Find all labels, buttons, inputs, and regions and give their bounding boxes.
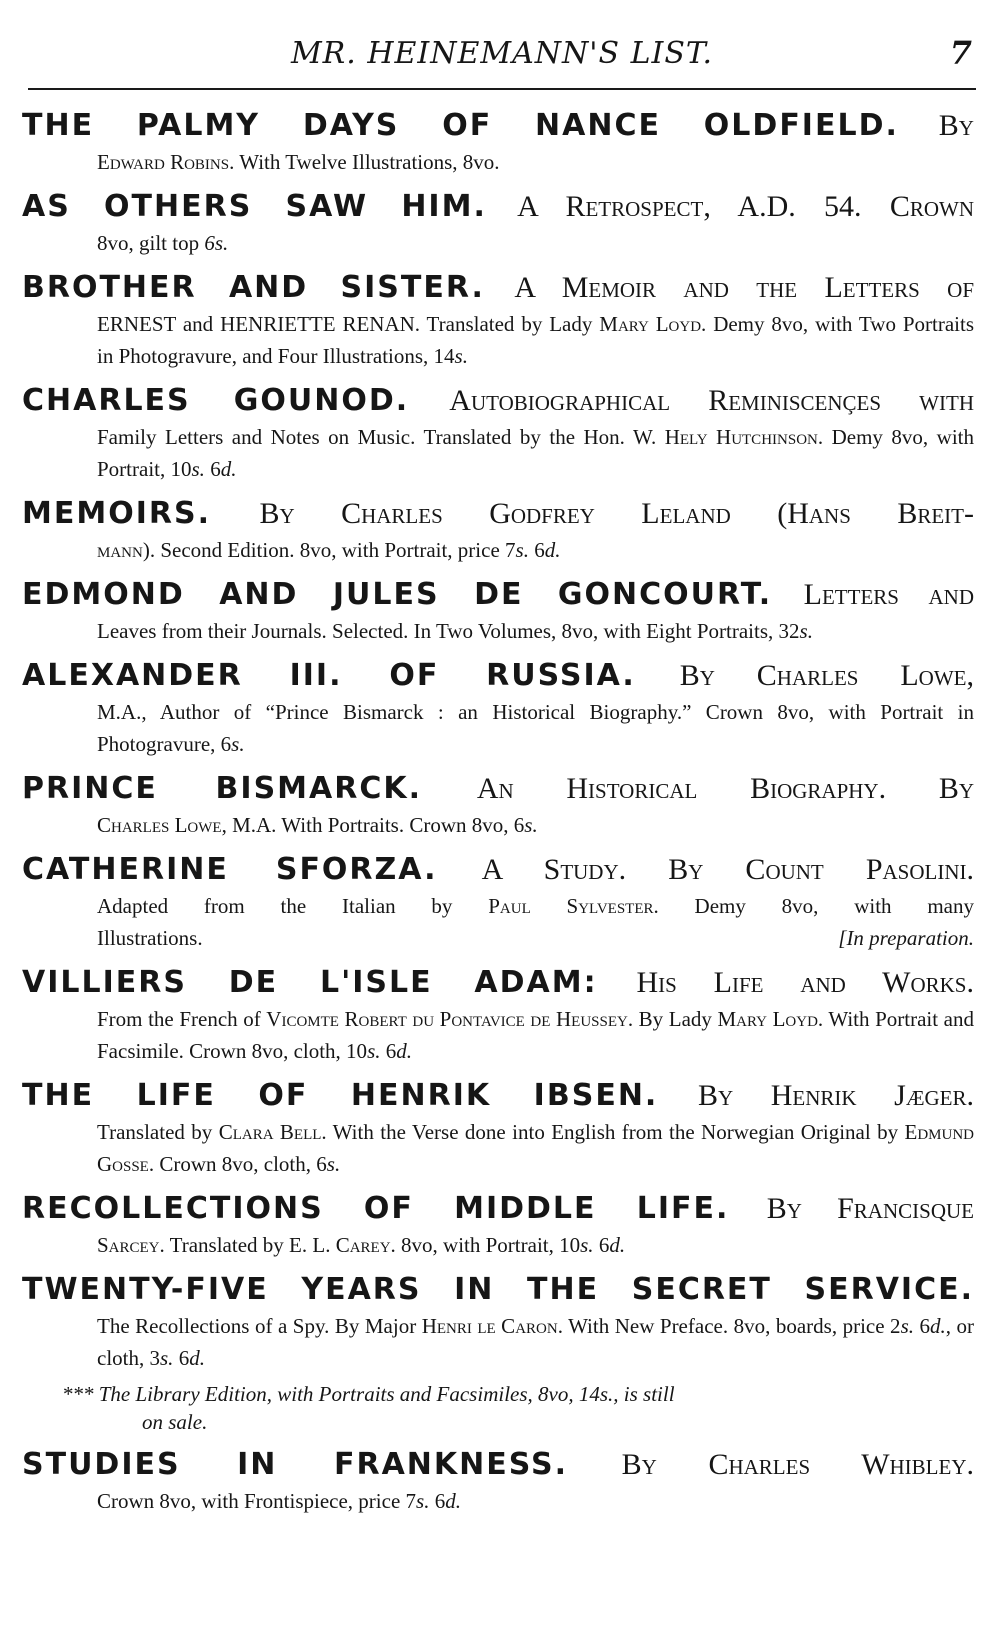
- entry-details: [97, 1485, 974, 1517]
- entry-details: [97, 696, 974, 760]
- book-title: TWENTY-FIVE YEARS IN THE SECRET SERVICE.: [22, 1272, 974, 1307]
- book-title: BROTHER AND SISTER.: [22, 270, 485, 305]
- detail-smallcaps: Edward Robins.: [97, 150, 235, 174]
- detail-italic: s.: [580, 1233, 594, 1257]
- book-title: STUDIES IN FRANKNESS.: [22, 1447, 568, 1482]
- detail-text: M.A., Author of “Prince Bismarck : an Historical Biography.” Crown 8vo, with Portrait in Photogravure, 6: [97, 700, 974, 756]
- entry-details: [97, 1229, 974, 1261]
- book-title: ALEXANDER III. OF RUSSIA.: [22, 658, 636, 693]
- entry-heading-line: [22, 575, 974, 615]
- detail-italic: d.: [220, 457, 237, 481]
- entry-heading-line: [22, 769, 974, 809]
- book-title: RECOLLECTIONS OF MIDDLE LIFE.: [22, 1191, 730, 1226]
- entry-details-last-line: [97, 922, 974, 954]
- detail-italic: d.: [544, 538, 561, 562]
- title-description: A Study. By Count Pasolini.: [481, 853, 974, 886]
- detail-italic: d.: [445, 1489, 461, 1513]
- detail-italic: s.: [515, 538, 529, 562]
- title-description: By Henrik Jæger.: [697, 1079, 974, 1112]
- detail-text: , or cloth, 3: [97, 1314, 975, 1370]
- title-description: A Memoir and the Letters of: [514, 271, 975, 304]
- book-title: CATHERINE SFORZA.: [22, 852, 438, 887]
- detail-italic: s.: [900, 1314, 914, 1338]
- note-line: *** The Library Edition, with Portraits and Facsimiles, 8vo, 14s., is still: [62, 1382, 675, 1406]
- entry-heading-line: [22, 850, 974, 890]
- entry-details: [97, 227, 974, 259]
- entry-details: [97, 534, 974, 566]
- detail-text: Second Edition. 8vo, with Portrait, price 7: [155, 538, 516, 562]
- detail-smallcaps: mann).: [97, 538, 156, 562]
- entry-details: [97, 615, 974, 647]
- entry-details: [97, 308, 974, 372]
- detail-text: 6: [593, 1233, 610, 1257]
- detail-italic: s.: [191, 457, 205, 481]
- title-description: A Retrospect, A.D. 54. Crown: [517, 190, 974, 223]
- detail-text: Translated by E. L.: [164, 1233, 336, 1257]
- detail-text: Family Letters and Notes on Music. Translated by the Hon. W.: [97, 425, 665, 449]
- detail-text: By Lady: [633, 1007, 718, 1031]
- status-in-preparation: [In preparation.: [838, 926, 974, 950]
- book-title: CHARLES GOUNOD.: [22, 383, 410, 418]
- title-description: By Charles Whibley.: [621, 1448, 974, 1481]
- book-entry: [22, 1270, 974, 1436]
- book-entry: [22, 769, 974, 841]
- detail-italic: s.: [416, 1489, 430, 1513]
- detail-text: ERNEST and HENRIETTE RENAN. Translated by Lady: [97, 312, 600, 336]
- detail-smallcaps: Clara Bell.: [218, 1120, 327, 1144]
- detail-text: Illustrations.: [97, 926, 203, 950]
- entry-details: [97, 809, 974, 841]
- book-entry: [22, 1445, 974, 1517]
- book-entry: [22, 850, 974, 954]
- book-entry: [22, 106, 974, 178]
- detail-text: With New Preface. 8vo, boards, price 2: [562, 1314, 901, 1338]
- detail-text: 6: [528, 538, 545, 562]
- title-description: Letters and: [803, 578, 974, 611]
- page-header: [28, 28, 976, 90]
- book-list: [22, 106, 974, 1526]
- detail-smallcaps: Vicomte Robert du Pontavice de Heussey.: [266, 1007, 634, 1031]
- detail-text: Translated by: [97, 1120, 219, 1144]
- entry-heading-line: [22, 1270, 974, 1310]
- entry-heading-line: [22, 963, 974, 1003]
- entry-heading-line: [22, 381, 974, 421]
- book-title: AS OTHERS SAW HIM.: [22, 189, 487, 224]
- book-title: THE PALMY DAYS OF NANCE OLDFIELD.: [22, 108, 899, 143]
- entry-details: [97, 890, 974, 922]
- entry-heading-line: [22, 106, 974, 146]
- book-title: EDMOND AND JULES DE GONCOURT.: [22, 577, 773, 612]
- detail-text: 6: [429, 1489, 446, 1513]
- detail-italic: s.: [454, 344, 468, 368]
- detail-italic: d.: [609, 1233, 626, 1257]
- book-title: MEMOIRS.: [22, 496, 211, 531]
- detail-text: Demy 8vo, with Two Portraits in Photogravure, and Four Illustrations, 14: [97, 312, 975, 368]
- detail-text: Demy 8vo, with Portrait, 10: [97, 425, 975, 481]
- entry-heading-line: [22, 1076, 974, 1116]
- detail-italic: s.: [160, 1346, 174, 1370]
- title-description: By: [938, 109, 974, 142]
- detail-italic: s.: [231, 732, 245, 756]
- book-entry: [22, 187, 974, 259]
- detail-text: 8vo, gilt top: [97, 231, 205, 255]
- book-title: VILLIERS DE L'ISLE ADAM:: [22, 965, 598, 1000]
- title-description: His Life and Works.: [636, 966, 974, 999]
- entry-details: [97, 1003, 974, 1067]
- entry-heading-line: [22, 1189, 974, 1229]
- detail-text: 6: [380, 1039, 397, 1063]
- book-entry: [22, 963, 974, 1067]
- detail-text: With Twelve Illustrations, 8vo.: [234, 150, 500, 174]
- entry-heading-line: [22, 494, 974, 534]
- book-title: THE LIFE OF HENRIK IBSEN.: [22, 1078, 659, 1113]
- note-line: on sale.: [142, 1410, 208, 1434]
- detail-text: With the Verse done into English from the Norwegian Original by: [326, 1120, 905, 1144]
- detail-smallcaps: Carey.: [335, 1233, 396, 1257]
- book-entry: [22, 1189, 974, 1261]
- book-entry: [22, 268, 974, 372]
- detail-text: Adapted from the Italian by: [97, 894, 489, 918]
- entry-heading-line: [22, 187, 974, 227]
- page-number: 7: [949, 34, 972, 72]
- entry-heading-line: [22, 656, 974, 696]
- book-title: PRINCE BISMARCK.: [22, 771, 423, 806]
- book-entry: [22, 494, 974, 566]
- detail-italic: s.: [326, 1152, 341, 1176]
- detail-text: 6: [204, 457, 221, 481]
- detail-smallcaps: Sarcey.: [97, 1233, 165, 1257]
- detail-smallcaps: Mary Loyd.: [599, 312, 707, 336]
- detail-italic: d.: [396, 1039, 412, 1063]
- detail-text: With Portrait and Facsimile. Crown 8vo, cloth, 10: [97, 1007, 974, 1063]
- detail-smallcaps: Henri le Caron.: [421, 1314, 563, 1338]
- detail-text: Demy 8vo, with many: [658, 894, 974, 918]
- detail-italic: 6s.: [204, 231, 229, 255]
- detail-smallcaps: Paul Sylvester.: [488, 894, 659, 918]
- detail-smallcaps: Hely Hutchinson.: [664, 425, 824, 449]
- title-description: Autobiographical Reminiscençes with: [449, 384, 974, 417]
- book-entry: [22, 1076, 974, 1180]
- detail-italic: s.: [367, 1039, 381, 1063]
- detail-text: Leaves from their Journals. Selected. In Two Volumes, 8vo, with Eight Portraits, 32: [97, 619, 800, 643]
- detail-text: Crown 8vo, cloth, 6: [154, 1152, 327, 1176]
- detail-text: 8vo, with Portrait, 10: [395, 1233, 581, 1257]
- entry-details: [97, 146, 974, 178]
- entry-heading-line: [22, 268, 974, 308]
- detail-text: The Recollections of a Spy. By Major: [97, 1314, 422, 1338]
- book-entry: [22, 575, 974, 647]
- title-description: By Charles Godfrey Leland (Hans Breit-: [259, 497, 974, 530]
- detail-text: Crown 8vo, with Frontispiece, price 7: [97, 1489, 417, 1513]
- entry-details: [97, 1310, 974, 1374]
- detail-smallcaps: Edmund Gosse.: [97, 1120, 975, 1176]
- detail-smallcaps: Mary Loyd.: [717, 1007, 824, 1031]
- detail-smallcaps: Charles Lowe, M.A.: [97, 813, 277, 837]
- book-entry: [22, 381, 974, 485]
- detail-italic: s.: [524, 813, 538, 837]
- title-description: An Historical Biography. By: [476, 772, 974, 805]
- entry-details: [97, 1116, 974, 1180]
- detail-text: With Portraits. Crown 8vo, 6: [276, 813, 525, 837]
- detail-italic: d.: [189, 1346, 205, 1370]
- library-edition-note: [62, 1380, 974, 1436]
- title-description: By Francisque: [766, 1192, 974, 1225]
- detail-text: 6: [173, 1346, 190, 1370]
- book-entry: [22, 656, 974, 760]
- detail-italic: s.: [799, 619, 813, 643]
- detail-italic: d.: [930, 1314, 946, 1338]
- entry-heading-line: [22, 1445, 974, 1485]
- running-title: MR. HEINEMANN'S LIST.: [290, 36, 714, 71]
- entry-details: [97, 421, 974, 485]
- detail-text: 6: [914, 1314, 931, 1338]
- detail-text: From the French of: [97, 1007, 267, 1031]
- title-description: By Charles Lowe,: [679, 659, 974, 692]
